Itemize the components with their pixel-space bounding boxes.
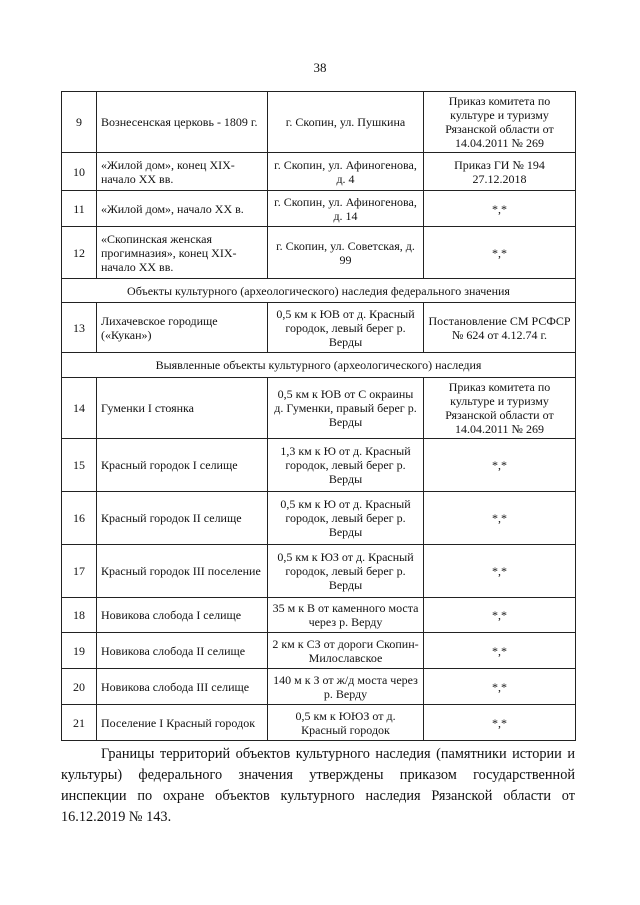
row-number: 18 bbox=[62, 598, 97, 633]
table-row bbox=[62, 191, 576, 227]
row-number: 12 bbox=[62, 227, 97, 279]
object-location: г. Скопин, ул. Пушкина bbox=[268, 92, 424, 153]
table-row bbox=[62, 303, 576, 353]
table-row bbox=[62, 227, 576, 279]
table-row bbox=[62, 492, 576, 545]
object-name: Вознесенская церковь - 1809 г. bbox=[97, 92, 268, 153]
row-number: 19 bbox=[62, 633, 97, 669]
section-header-row bbox=[62, 279, 576, 303]
row-number: 10 bbox=[62, 153, 97, 191]
table-row bbox=[62, 378, 576, 439]
heritage-objects-table bbox=[61, 91, 576, 741]
object-location: 1,3 км к Ю от д. Красный городок, левый берег р. Верды bbox=[268, 439, 424, 492]
protection-document: *,* bbox=[424, 705, 576, 741]
table-row bbox=[62, 153, 576, 191]
table-row bbox=[62, 545, 576, 598]
row-number: 11 bbox=[62, 191, 97, 227]
protection-document: *,* bbox=[424, 545, 576, 598]
protection-document: Приказ комитета по культуре и туризму Рязанской области от 14.04.2011 № 269 bbox=[424, 378, 576, 439]
object-name: Поселение I Красный городок bbox=[97, 705, 268, 741]
table-row bbox=[62, 669, 576, 705]
object-location: 0,5 км к ЮВ от С окраины д. Гуменки, правый берег р. Верды bbox=[268, 378, 424, 439]
footer-text: Границы территорий объектов культурного наследия (памятники истории и культуры) федерального значения утверждены приказом государственной инспекции по охране объектов культурного наследия Рязанской области от 16.12.2019 № 143. bbox=[61, 746, 575, 825]
row-number: 17 bbox=[62, 545, 97, 598]
protection-document: *,* bbox=[424, 633, 576, 669]
object-name: «Скопинская женская прогимназия», конец XIX-начало XX вв. bbox=[97, 227, 268, 279]
table-row bbox=[62, 92, 576, 153]
object-location: г. Скопин, ул. Афиногенова, д. 4 bbox=[268, 153, 424, 191]
section-title: Объекты культурного (археологического) наследия федерального значения bbox=[62, 279, 576, 303]
row-number: 15 bbox=[62, 439, 97, 492]
object-location: г. Скопин, ул. Советская, д. 99 bbox=[268, 227, 424, 279]
object-name: Красный городок III поселение bbox=[97, 545, 268, 598]
protection-document: *,* bbox=[424, 191, 576, 227]
object-location: 2 км к СЗ от дороги Скопин- Милославское bbox=[268, 633, 424, 669]
section-header-row bbox=[62, 353, 576, 378]
row-number: 9 bbox=[62, 92, 97, 153]
object-name: Новикова слобода I селище bbox=[97, 598, 268, 633]
protection-document: *,* bbox=[424, 439, 576, 492]
object-location: 0,5 км к ЮЮЗ от д. Красный городок bbox=[268, 705, 424, 741]
table-row bbox=[62, 439, 576, 492]
protection-document: Приказ комитета по культуре и туризму Рязанской области от 14.04.2011 № 269 bbox=[424, 92, 576, 153]
object-location: 140 м к З от ж/д моста через р. Верду bbox=[268, 669, 424, 705]
object-name: Красный городок I селище bbox=[97, 439, 268, 492]
protection-document: *,* bbox=[424, 227, 576, 279]
object-name: «Жилой дом», конец XIX-начало XX вв. bbox=[97, 153, 268, 191]
protection-document: *,* bbox=[424, 598, 576, 633]
section-title: Выявленные объекты культурного (археологического) наследия bbox=[62, 353, 576, 378]
protection-document: *,* bbox=[424, 669, 576, 705]
object-location: 35 м к В от каменного моста через р. Верду bbox=[268, 598, 424, 633]
object-name: Лихачевское городище («Кукан») bbox=[97, 303, 268, 353]
row-number: 21 bbox=[62, 705, 97, 741]
footer-paragraph bbox=[61, 744, 575, 828]
object-name: Гуменки I стоянка bbox=[97, 378, 268, 439]
object-location: 0,5 км к Ю от д. Красный городок, левый берег р. Верды bbox=[268, 492, 424, 545]
table-row bbox=[62, 705, 576, 741]
object-location: 0,5 км к ЮВ от д. Красный городок, левый берег р. Верды bbox=[268, 303, 424, 353]
table-row bbox=[62, 633, 576, 669]
object-location: 0,5 км к ЮЗ от д. Красный городок, левый берег р. Верды bbox=[268, 545, 424, 598]
page-number: 38 bbox=[313, 60, 327, 75]
row-number: 13 bbox=[62, 303, 97, 353]
row-number: 14 bbox=[62, 378, 97, 439]
protection-document: Приказ ГИ № 194 27.12.2018 bbox=[424, 153, 576, 191]
object-name: Красный городок II селище bbox=[97, 492, 268, 545]
table-row bbox=[62, 598, 576, 633]
object-location: г. Скопин, ул. Афиногенова, д. 14 bbox=[268, 191, 424, 227]
row-number: 20 bbox=[62, 669, 97, 705]
object-name: Новикова слобода III селище bbox=[97, 669, 268, 705]
object-name: «Жилой дом», начало XX в. bbox=[97, 191, 268, 227]
object-name: Новикова слобода II селище bbox=[97, 633, 268, 669]
protection-document: Постановление СМ РСФСР № 624 от 4.12.74 г. bbox=[424, 303, 576, 353]
row-number: 16 bbox=[62, 492, 97, 545]
protection-document: *,* bbox=[424, 492, 576, 545]
